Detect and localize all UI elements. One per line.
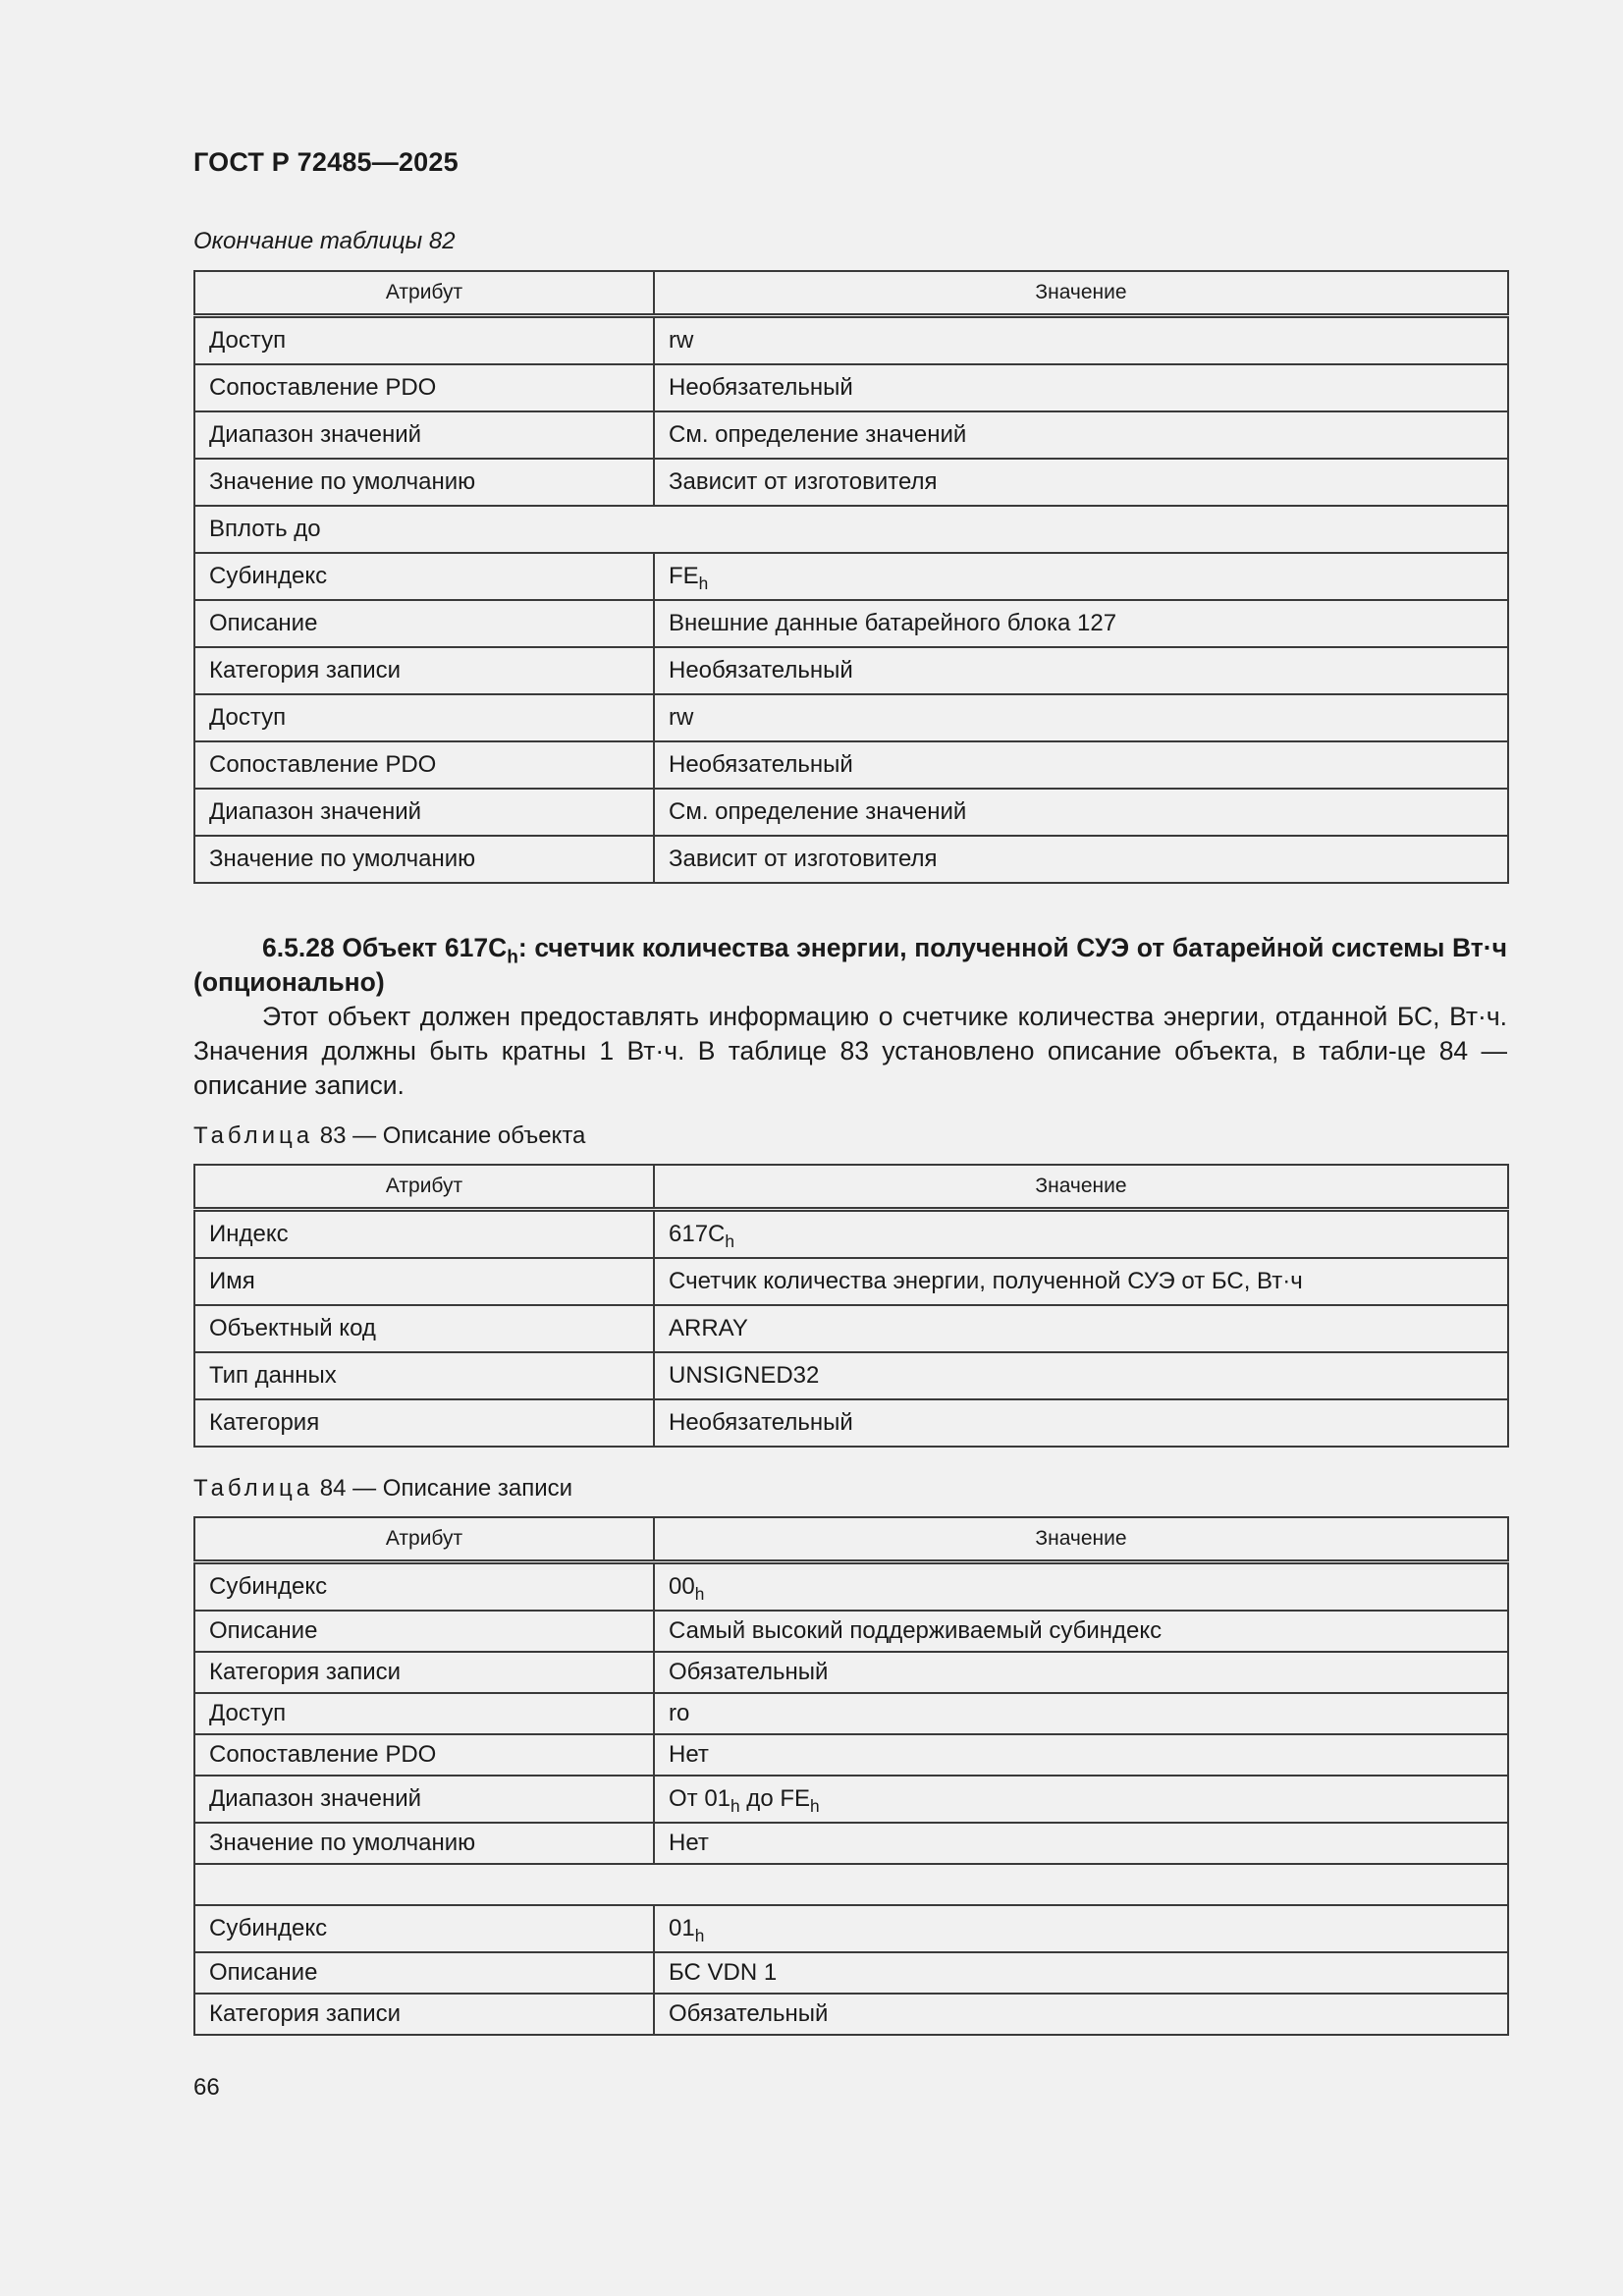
value-cell: ARRAY	[654, 1305, 1508, 1352]
attribute-cell: Сопоставление PDO	[194, 1734, 654, 1776]
table-header-row	[194, 1517, 1508, 1562]
attribute-cell: Значение по умолчанию	[194, 459, 654, 506]
column-header-value: Значение	[654, 271, 1508, 316]
document-header: ГОСТ Р 72485—2025	[193, 147, 459, 177]
table-row	[194, 789, 1508, 836]
caption-text: 83 — Описание объекта	[313, 1122, 586, 1149]
value-cell: См. определение значений	[654, 411, 1508, 459]
value-cell: UNSIGNED32	[654, 1352, 1508, 1399]
attribute-cell: Описание	[194, 1611, 654, 1652]
attribute-cell: Доступ	[194, 316, 654, 365]
hex-suffix: h	[694, 1926, 705, 1946]
attribute-cell: Доступ	[194, 694, 654, 741]
hex-suffix: h	[810, 1796, 820, 1817]
table-row	[194, 1952, 1508, 1994]
value-cell: Зависит от изготовителя	[654, 459, 1508, 506]
table-row	[194, 553, 1508, 600]
hex-suffix: h	[730, 1796, 740, 1817]
value-cell: Необязательный	[654, 647, 1508, 694]
attribute-cell: Описание	[194, 1952, 654, 1994]
attribute-cell: Категория записи	[194, 647, 654, 694]
value-cell: Необязательный	[654, 364, 1508, 411]
hex-suffix: h	[507, 947, 518, 968]
attribute-cell: Индекс	[194, 1210, 654, 1259]
table-row	[194, 836, 1508, 883]
table-row	[194, 411, 1508, 459]
table-row	[194, 694, 1508, 741]
value-cell: Самый высокий поддерживаемый субиндекс	[654, 1611, 1508, 1652]
empty-merged-cell	[194, 1864, 1508, 1905]
table-row	[194, 459, 1508, 506]
table-row	[194, 647, 1508, 694]
attribute-cell: Субиндекс	[194, 1562, 654, 1612]
table-83	[193, 1164, 1509, 1448]
attribute-cell: Описание	[194, 600, 654, 647]
value-cell: Нет	[654, 1734, 1508, 1776]
value-cell: rw	[654, 316, 1508, 365]
table-84	[193, 1516, 1509, 2036]
attribute-cell: Субиндекс	[194, 553, 654, 600]
value-cell	[654, 553, 1508, 600]
table-row	[194, 506, 1508, 553]
value-cell: Обязательный	[654, 1994, 1508, 2035]
heading-part: : счетчик количества энергии, полученной СУЭ от батарейной системы Вт·ч (опционально)	[193, 933, 1507, 997]
section-paragraph: Этот объект должен предоставлять информацию о счетчике количества энергии, отданной БС, Вт·ч. Значения должны быть кратны 1 Вт·ч. В таблице 83 установлено описание объекта, в табли-це 84 — описание записи.	[193, 1002, 1507, 1100]
attribute-cell: Сопоставление PDO	[194, 364, 654, 411]
caption-word: Таблица	[193, 1122, 314, 1149]
value-cell: См. определение значений	[654, 789, 1508, 836]
value-cell	[654, 1210, 1508, 1259]
table-row	[194, 1864, 1508, 1905]
table-row	[194, 1305, 1508, 1352]
attribute-cell: Имя	[194, 1258, 654, 1305]
table-row	[194, 1210, 1508, 1259]
table-row	[194, 741, 1508, 789]
value-cell: БС VDN 1	[654, 1952, 1508, 1994]
merged-cell: Вплоть до	[194, 506, 1508, 553]
value-cell: Необязательный	[654, 1399, 1508, 1447]
table-header-row	[194, 271, 1508, 316]
table-row	[194, 1905, 1508, 1952]
column-header-attribute: Атрибут	[194, 1517, 654, 1562]
table-row	[194, 1776, 1508, 1823]
attribute-cell: Тип данных	[194, 1352, 654, 1399]
attribute-cell: Субиндекс	[194, 1905, 654, 1952]
heading-part: 6.5.28 Объект 617C	[262, 933, 508, 962]
table-row	[194, 1399, 1508, 1447]
value-cell: Обязательный	[654, 1652, 1508, 1693]
hex-suffix: h	[725, 1231, 734, 1252]
table-row	[194, 364, 1508, 411]
value-text: 01	[669, 1915, 695, 1941]
table-83-caption	[193, 1122, 585, 1150]
value-cell	[654, 1905, 1508, 1952]
attribute-cell: Значение по умолчанию	[194, 836, 654, 883]
attribute-cell: Диапазон значений	[194, 789, 654, 836]
attribute-cell: Диапазон значений	[194, 411, 654, 459]
value-cell: Счетчик количества энергии, полученной СУЭ от БС, Вт·ч	[654, 1258, 1508, 1305]
value-cell	[654, 1776, 1508, 1823]
attribute-cell: Объектный код	[194, 1305, 654, 1352]
attribute-cell: Категория записи	[194, 1652, 654, 1693]
table-row	[194, 316, 1508, 365]
table-row	[194, 1994, 1508, 2035]
hex-suffix: h	[694, 1584, 705, 1605]
table-row	[194, 1823, 1508, 1864]
caption-text: 84 — Описание записи	[313, 1475, 573, 1502]
section-heading	[193, 931, 1507, 1000]
value-cell: Зависит от изготовителя	[654, 836, 1508, 883]
attribute-cell: Категория записи	[194, 1994, 654, 2035]
column-header-attribute: Атрибут	[194, 1165, 654, 1210]
table-row	[194, 1693, 1508, 1734]
table-82-caption: Окончание таблицы 82	[193, 228, 456, 254]
table-header-row	[194, 1165, 1508, 1210]
value-cell: Необязательный	[654, 741, 1508, 789]
table-row	[194, 1652, 1508, 1693]
column-header-value: Значение	[654, 1517, 1508, 1562]
column-header-value: Значение	[654, 1165, 1508, 1210]
section-6-5-28	[193, 931, 1507, 1103]
hex-suffix: h	[698, 574, 709, 594]
caption-word: Таблица	[193, 1475, 314, 1502]
column-header-attribute: Атрибут	[194, 271, 654, 316]
page-number: 66	[193, 2074, 220, 2101]
attribute-cell: Значение по умолчанию	[194, 1823, 654, 1864]
table-84-caption	[193, 1475, 572, 1503]
value-cell: Нет	[654, 1823, 1508, 1864]
table-row	[194, 1611, 1508, 1652]
table-row	[194, 1734, 1508, 1776]
value-text: От 01	[669, 1785, 731, 1812]
value-text: 00	[669, 1573, 695, 1600]
attribute-cell: Сопоставление PDO	[194, 741, 654, 789]
table-row	[194, 1352, 1508, 1399]
value-text: FE	[669, 563, 699, 589]
table-row	[194, 600, 1508, 647]
value-cell: Внешние данные батарейного блока 127	[654, 600, 1508, 647]
value-cell: rw	[654, 694, 1508, 741]
value-cell: ro	[654, 1693, 1508, 1734]
value-cell	[654, 1562, 1508, 1612]
attribute-cell: Диапазон значений	[194, 1776, 654, 1823]
attribute-cell: Доступ	[194, 1693, 654, 1734]
table-82	[193, 270, 1509, 884]
table-row	[194, 1258, 1508, 1305]
table-row	[194, 1562, 1508, 1612]
value-text: 617C	[669, 1221, 726, 1247]
value-text: до FE	[739, 1785, 810, 1812]
attribute-cell: Категория	[194, 1399, 654, 1447]
